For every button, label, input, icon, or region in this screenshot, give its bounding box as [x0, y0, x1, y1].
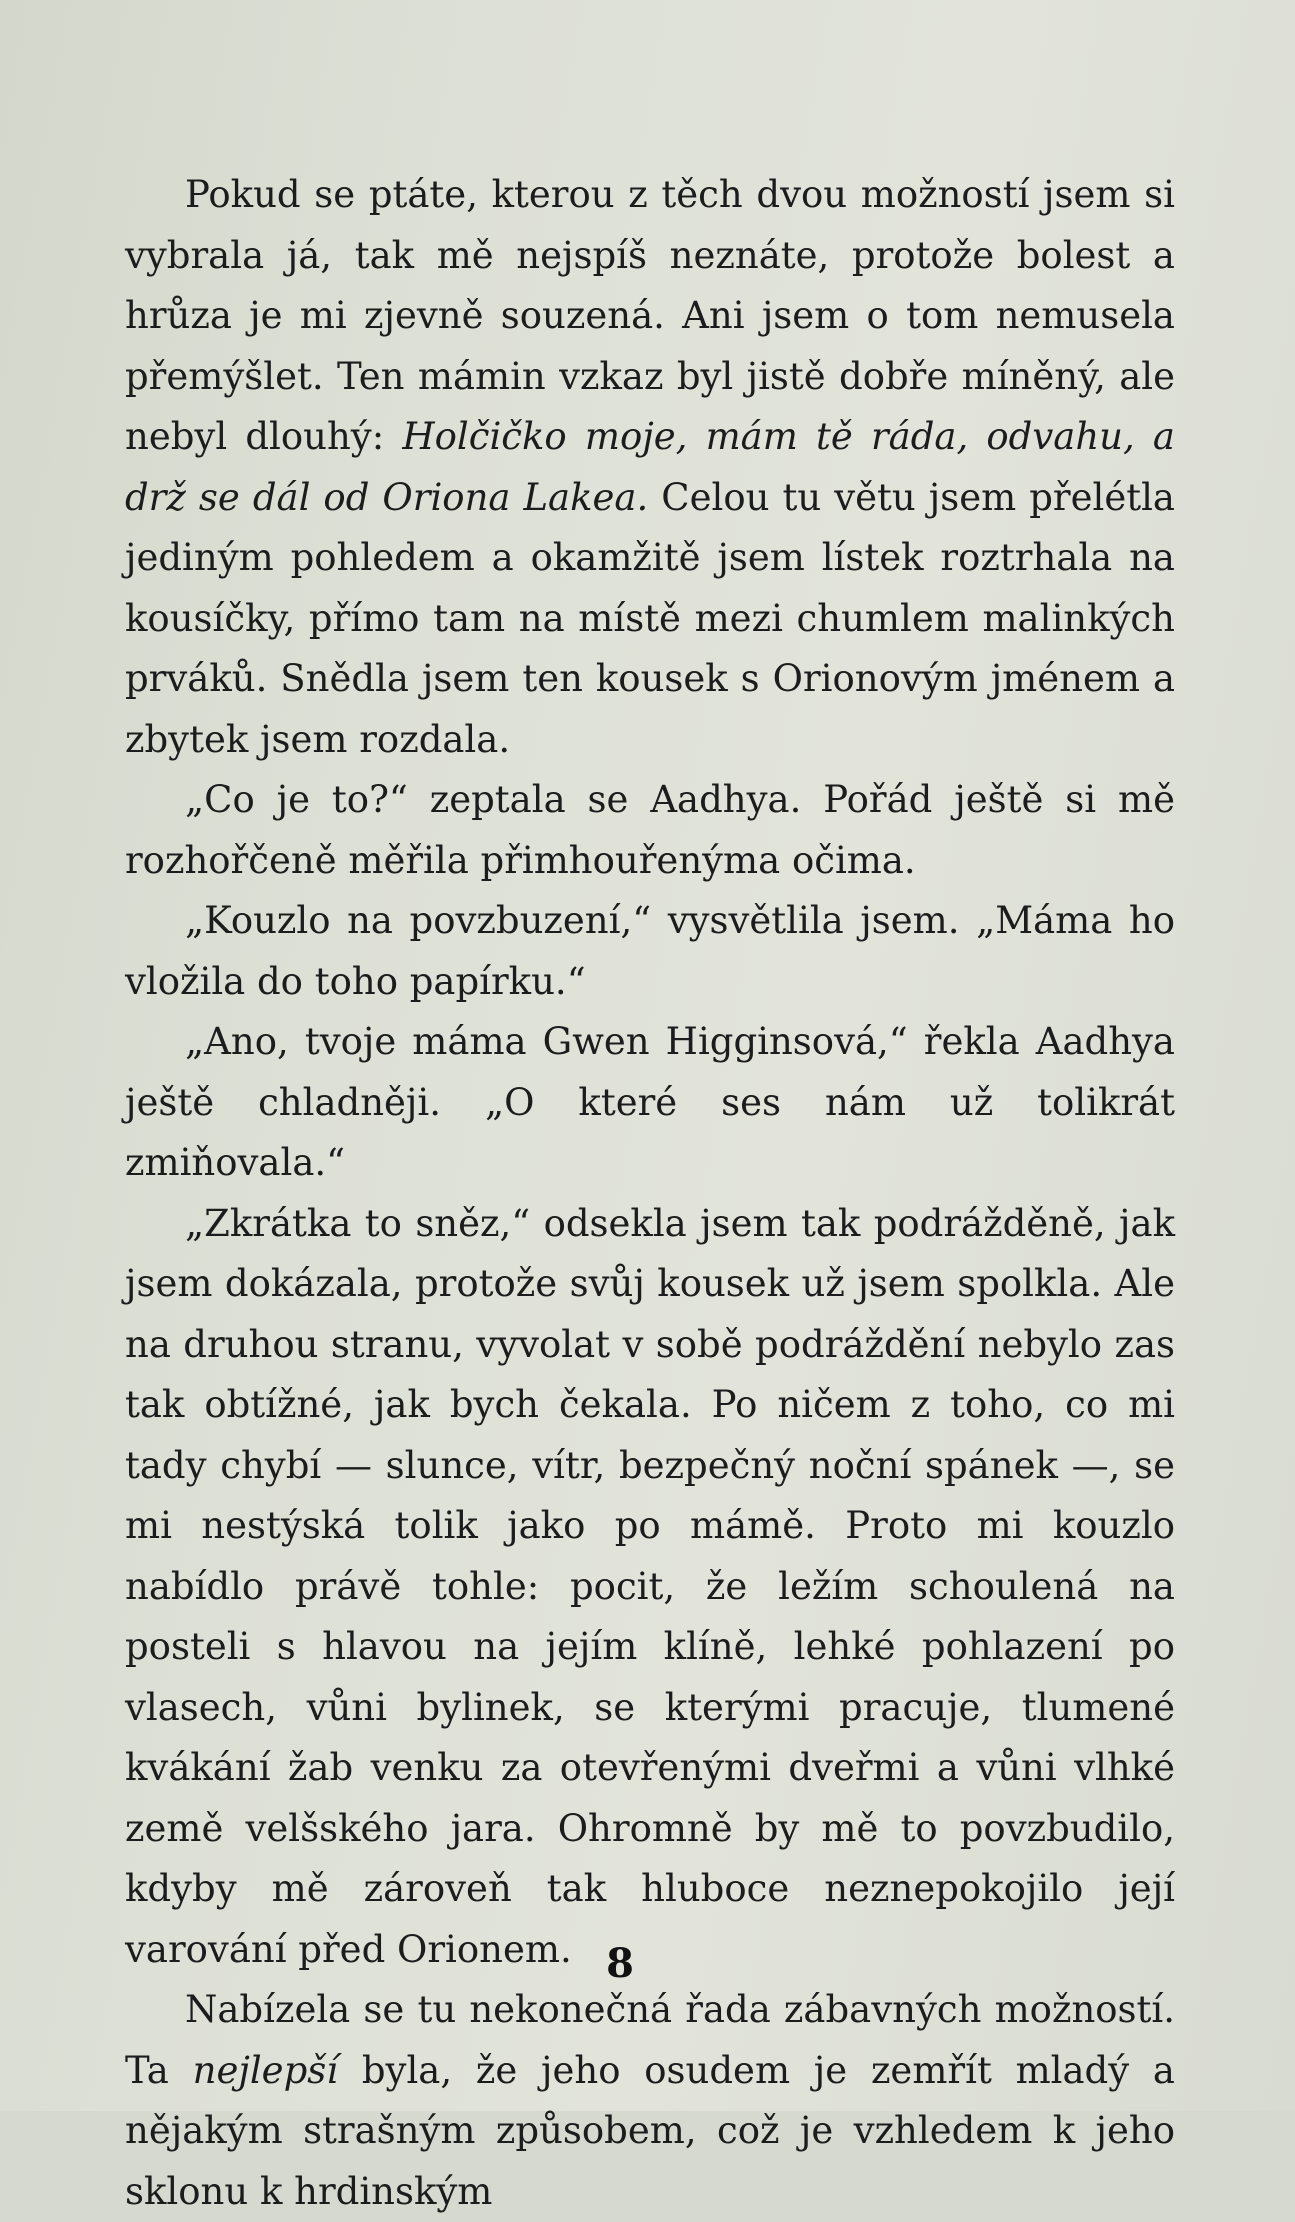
page-number: 8 [606, 1940, 634, 1987]
paragraph-6 [125, 1980, 1175, 2222]
paragraph-6-italic-word: nejlepší [192, 2048, 339, 2092]
paragraph-4: „Ano, tvoje máma Gwen Higginsová,“ řekla Aadhya ještě chladněji. „O které ses nám už tolikrát zmiňovala.“ [125, 1020, 1175, 1184]
paragraph-1-text: Pokud se ptáte, kterou z těch dvou možností jsem si vybrala já, tak mě nejspíš neznáte, protože bolest a hrůza je mi zjevně souzená. Ani jsem o tom nemusela přemýšlet. Ten mámin vzkaz byl jistě dobře míněný, ale nebyl dlouhý: [125, 173, 1175, 458]
paragraph-2: „Co je to?“ zeptala se Aadhya. Pořád ještě si mě rozhořčeně měřila přimhouřenýma očima. [125, 778, 1175, 882]
paragraph-1-text-end: Celou tu větu jsem přelétla jediným pohledem a okamžitě jsem lístek roztrhala na kousíčky, přímo tam na místě mezi chumlem malinkých prváků. Snědla jsem ten kousek s Orionovým jménem a zbytek jsem rozdala. [125, 475, 1175, 761]
body-text [125, 165, 1175, 2222]
paragraph-3: „Kouzlo na povzbuzení,“ vysvětlila jsem. „Máma ho vložila do toho papírku.“ [125, 899, 1175, 1003]
paragraph-6-text-end: byla, že jeho osudem je zemřít mladý a nějakým strašným způsobem, což je vzhledem k jeho sklonu k hrdinským [125, 2048, 1175, 2213]
paragraph-1 [125, 165, 1175, 770]
paragraph-1-italic-message: Holčičko moje, mám tě ráda, odvahu, a drž se dál od Oriona Lakea. [125, 415, 1175, 519]
paragraph-5: „Zkrátka to sněz,“ odsekla jsem tak podrážděně, jak jsem dokázala, protože svůj kousek už jsem spolkla. Ale na druhou stranu, vyvolat v sobě podráždění nebylo zas tak obtížné, jak bych čekala. Po ničem z toho, co mi tady chybí — slunce, vítr, bezpečný noční spánek —, se mi nestýská tolik jako po mámě. Proto mi kouzlo nabídlo právě tohle: pocit, že ležím schoulená na posteli s hlavou na jejím klíně, lehké pohlazení po vlasech, vůni bylinek, se kterými pracuje, tlumené kvákání žab venku za otevřenými dveřmi a vůni vlhké země velšského jara. Ohromně by mě to povzbudilo, kdyby mě zároveň tak hluboce neznepokojilo její varování před Orionem. [125, 1201, 1175, 1971]
paragraph-6-text: Nabízela se tu nekonečná řada zábavných možností. Ta [125, 1988, 1175, 2092]
